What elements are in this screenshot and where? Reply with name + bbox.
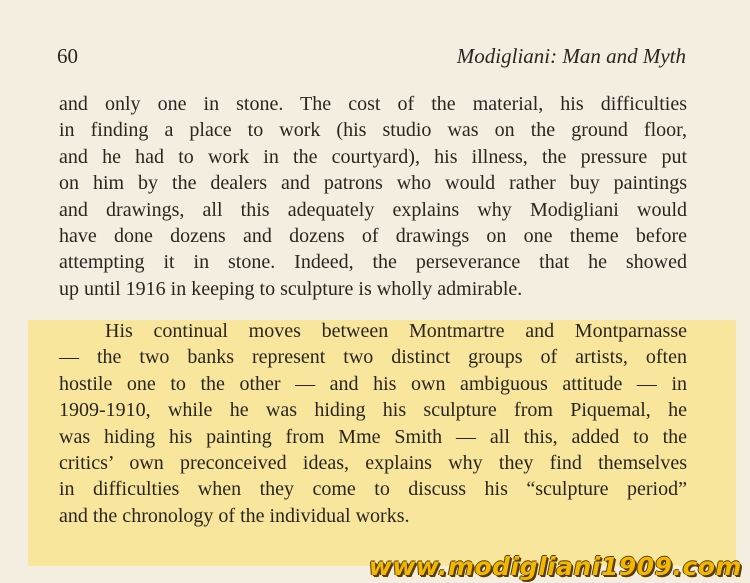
text-line: have done dozens and dozens of drawings on one theme before xyxy=(59,224,687,247)
text-line: in difficulties when they come to discuss his “sculpture period” xyxy=(59,478,687,501)
page-number: 60 xyxy=(57,44,78,68)
text-line: and he had to work in the courtyard), his illness, the pressure put xyxy=(59,145,687,168)
page-header xyxy=(57,44,686,74)
text-line: attempting it in stone. Indeed, the perseverance that he showed xyxy=(59,251,687,274)
paragraph-2-highlighted xyxy=(59,318,687,529)
text-line: and only one in stone. The cost of the material, his difficulties xyxy=(59,93,687,115)
text-line: in finding a place to work (his studio was on the ground floor, xyxy=(59,119,687,142)
text-line: hostile one to the other — and his own ambiguous attitude — in xyxy=(59,372,687,395)
text-line: — the two banks represent two distinct groups of artists, often xyxy=(59,346,687,369)
text-line: and drawings, all this adequately explains why Modigliani would xyxy=(59,198,687,221)
text-line: His continual moves between Montmartre and Montparnasse xyxy=(105,320,687,342)
text-line: and the chronology of the individual works. xyxy=(59,504,410,527)
text-line: 1909-1910, while he was hiding his sculpture from Piquemal, he xyxy=(59,399,687,422)
text-line: critics’ own preconceived ideas, explains why they find themselves xyxy=(59,451,687,474)
text-line: was hiding his painting from Mme Smith — all this, added to the xyxy=(59,425,687,448)
text-line: on him by the dealers and patrons who would rather buy paintings xyxy=(59,172,687,195)
text-line: up until 1916 in keeping to sculpture is wholly admirable. xyxy=(59,277,523,300)
running-head: Modigliani: Man and Myth xyxy=(456,44,686,68)
paragraph-1 xyxy=(59,91,687,302)
website-watermark: www.modigliani1909.com xyxy=(368,552,742,581)
